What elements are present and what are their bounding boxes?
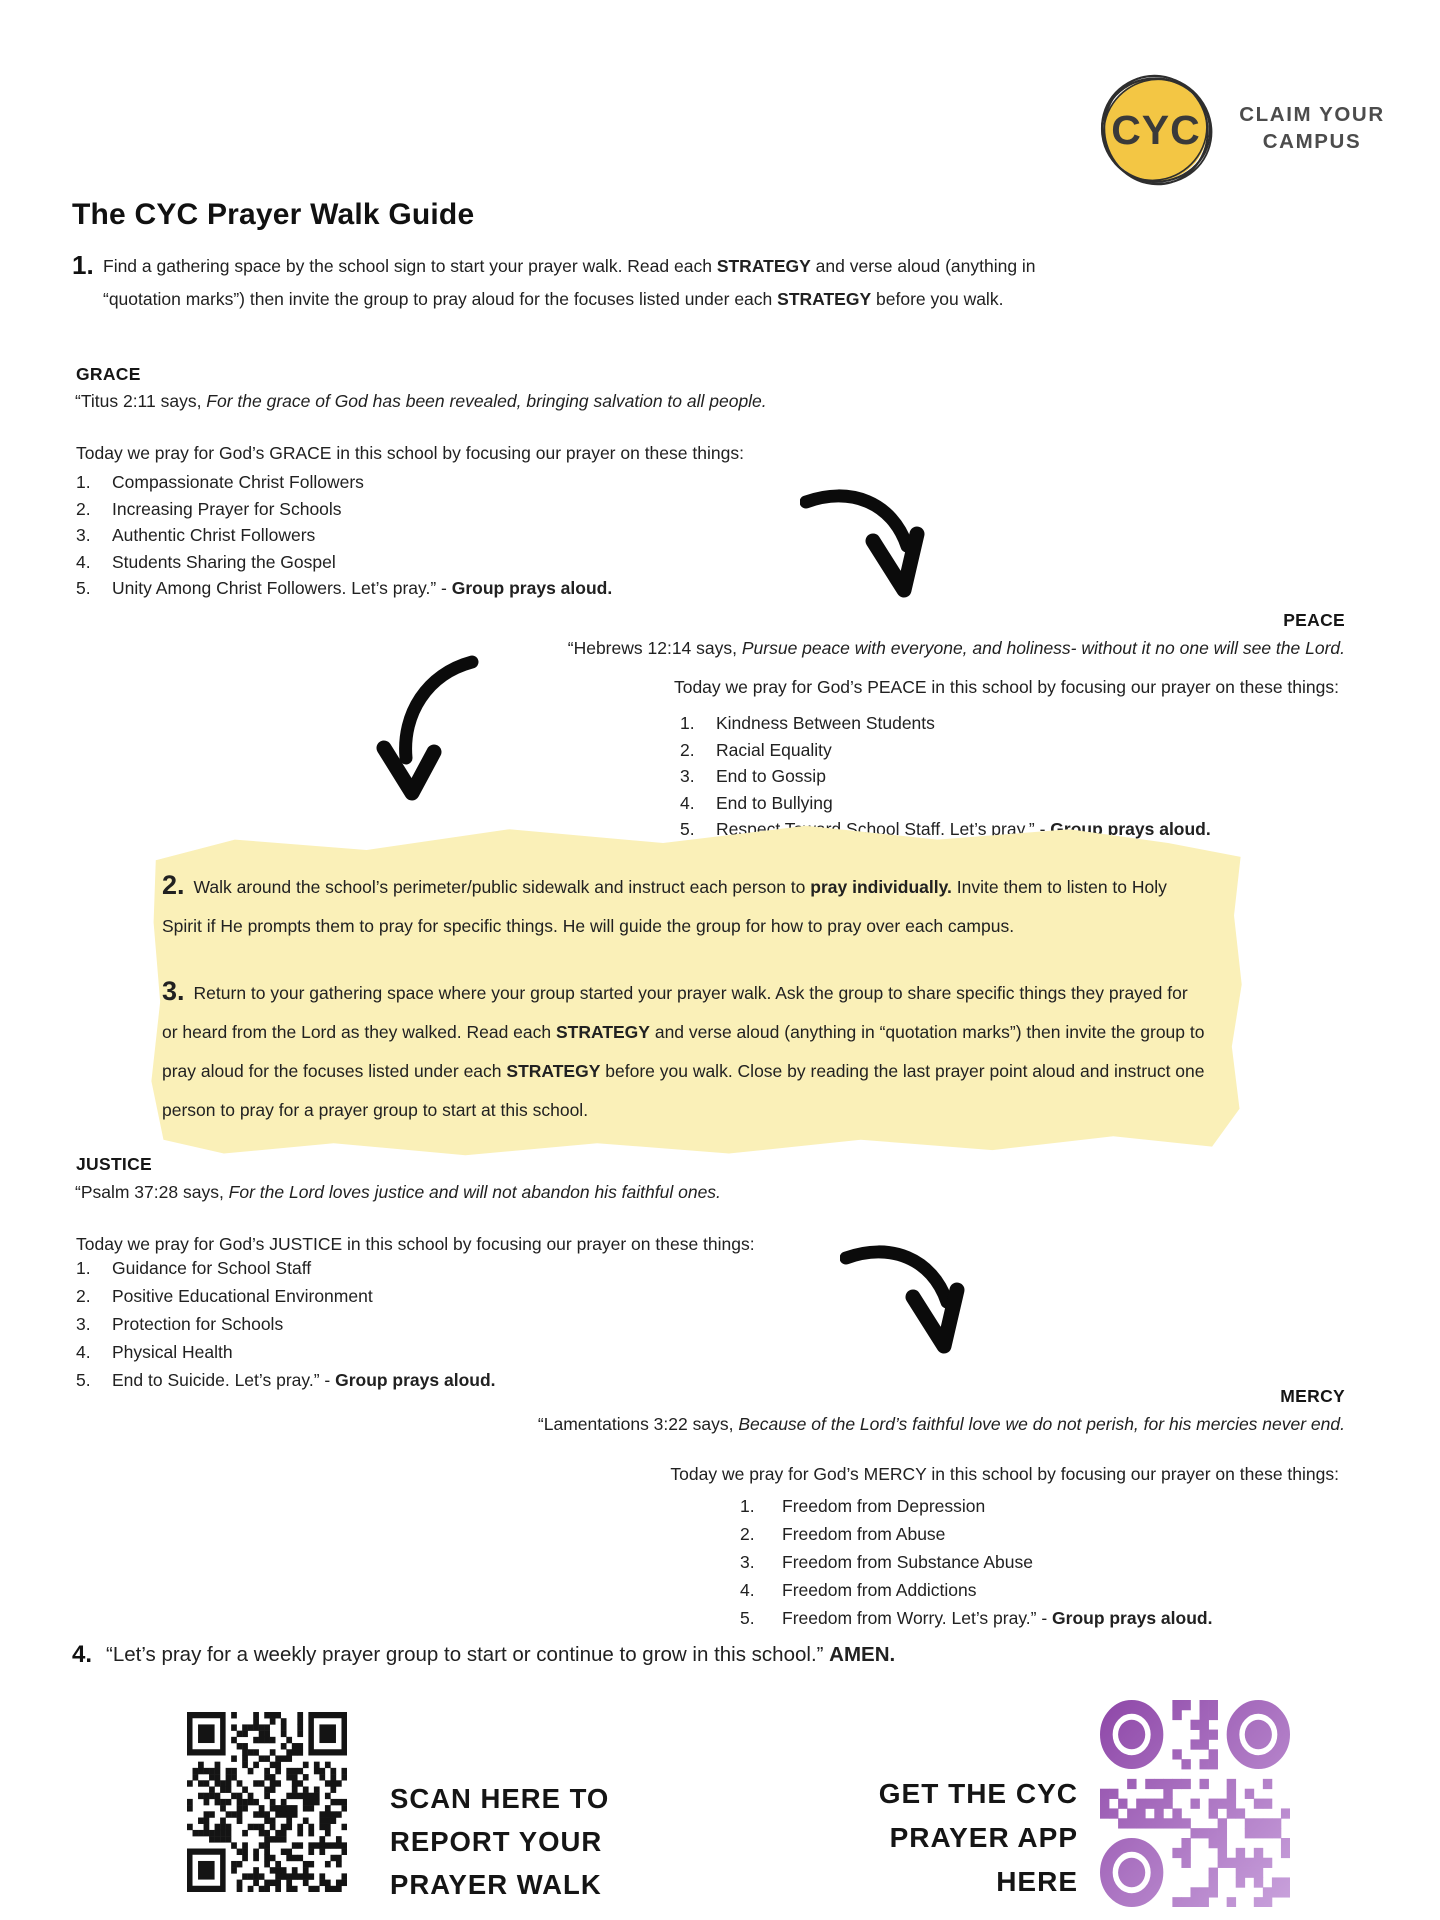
step-4 bbox=[72, 1642, 895, 1668]
list-item bbox=[76, 1366, 796, 1394]
step-4-text: “Let’s pray for a weekly prayer group to start or continue to grow in this school.” AMEN. bbox=[106, 1643, 896, 1666]
step-2-number: 2. bbox=[162, 870, 185, 900]
step-3-number: 3. bbox=[162, 976, 185, 1006]
list-item bbox=[76, 549, 796, 576]
cyc-logo bbox=[1090, 64, 1222, 201]
section-peace-list bbox=[680, 710, 1360, 843]
list-item-text: Increasing Prayer for Schools bbox=[112, 498, 342, 519]
list-item-number: 3. bbox=[76, 525, 91, 545]
section-grace-intro: Today we pray for God’s GRACE in this school by focusing our prayer on these things: bbox=[76, 443, 744, 463]
list-item bbox=[740, 1520, 1380, 1548]
list-item-number: 1. bbox=[680, 713, 695, 733]
list-item-text: Freedom from Addictions bbox=[782, 1580, 977, 1600]
list-item bbox=[740, 1604, 1380, 1632]
list-item-number: 5. bbox=[680, 819, 695, 839]
list-item-number: 2. bbox=[76, 498, 91, 519]
section-justice-heading: JUSTICE bbox=[76, 1154, 153, 1174]
list-item bbox=[680, 763, 1360, 790]
scan-line-1: SCAN HERE TO bbox=[390, 1783, 610, 1814]
cyc-logo-circle-icon bbox=[1090, 64, 1222, 196]
list-item bbox=[76, 575, 796, 602]
wordmark-line-2: CAMPUS bbox=[1262, 130, 1362, 153]
list-item bbox=[76, 1338, 796, 1366]
section-justice-intro: Today we pray for God’s JUSTICE in this school by focusing our prayer on these things: bbox=[76, 1234, 755, 1254]
section-justice-verse: “Psalm 37:28 says, For the Lord loves justice and will not abandon his faithful ones. bbox=[75, 1182, 721, 1202]
section-grace-list bbox=[76, 469, 796, 602]
step-2 bbox=[162, 866, 1202, 946]
list-item-text: End to Gossip bbox=[716, 766, 826, 786]
list-item-text: Unity Among Christ Followers. Let’s pray.” - Group prays aloud. bbox=[112, 578, 613, 598]
prayer-app-qr-code bbox=[1100, 1700, 1290, 1907]
list-item bbox=[76, 496, 796, 523]
section-peace-heading: PEACE bbox=[1283, 610, 1345, 630]
section-grace-verse: “Titus 2:11 says, For the grace of God has been revealed, bringing salvation to all people. bbox=[75, 391, 767, 411]
section-peace-intro: Today we pray for God’s PEACE in this school by focusing our prayer on these things: bbox=[673, 677, 1339, 697]
list-item-number: 2. bbox=[680, 739, 695, 760]
list-item-number: 5. bbox=[740, 1608, 755, 1628]
step-1-number: 1. bbox=[72, 250, 94, 280]
list-item-number: 5. bbox=[76, 1370, 91, 1390]
list-item-text: End to Bullying bbox=[716, 792, 833, 813]
list-item bbox=[76, 1282, 796, 1310]
app-line-2: PRAYER APP bbox=[889, 1822, 1078, 1853]
section-mercy-intro: Today we pray for God’s MERCY in this school by focusing our prayer on these things: bbox=[670, 1464, 1339, 1484]
list-item-text: Compassionate Christ Followers bbox=[112, 472, 364, 492]
scan-report-text bbox=[390, 1777, 609, 1906]
list-item bbox=[76, 469, 796, 496]
list-item-text: Freedom from Worry. Let’s pray.” - Group prays aloud. bbox=[782, 1608, 1213, 1628]
list-item-number: 3. bbox=[680, 766, 695, 786]
list-item-text: Guidance for School Staff bbox=[112, 1258, 312, 1278]
list-item-text: Protection for Schools bbox=[112, 1314, 284, 1334]
step-3 bbox=[162, 972, 1207, 1130]
list-item bbox=[680, 710, 1360, 737]
curved-arrow-down-right-icon bbox=[800, 484, 945, 609]
cyc-monogram: CYC bbox=[1111, 107, 1201, 153]
list-item-number: 4. bbox=[680, 792, 695, 813]
section-peace-verse: “Hebrews 12:14 says, Pursue peace with everyone, and holiness- without it no one will see the Lord. bbox=[567, 638, 1345, 658]
list-item-text: Physical Health bbox=[112, 1342, 233, 1362]
list-item-number: 2. bbox=[740, 1524, 755, 1544]
list-item-number: 3. bbox=[76, 1314, 91, 1334]
section-mercy-verse: “Lamentations 3:22 says, Because of the Lord’s faithful love we do not perish, for his mercies never end. bbox=[537, 1414, 1345, 1434]
list-item-text: End to Suicide. Let’s pray.” - Group prays aloud. bbox=[112, 1370, 496, 1390]
step-3-text: Return to your gathering space where your group started your prayer walk. Ask the group to share specific things they prayed for or heard from the Lord as they walked. Read each STRATEGY and verse aloud (anything in “quotation marks”) then invite the group to pray aloud for the focuses listed under each STRATEGY before you walk. Close by reading the last prayer point aloud and instruct one person to pray for a prayer group to start at this school. bbox=[162, 983, 1205, 1120]
list-item bbox=[680, 790, 1360, 817]
list-item-text: Racial Equality bbox=[716, 739, 832, 760]
section-justice-list bbox=[76, 1254, 796, 1394]
list-item bbox=[76, 1310, 796, 1338]
list-item bbox=[740, 1576, 1380, 1604]
list-item-number: 4. bbox=[740, 1580, 755, 1600]
list-item-number: 3. bbox=[740, 1552, 755, 1572]
scan-line-3: PRAYER WALK bbox=[390, 1869, 602, 1900]
get-app-text bbox=[700, 1772, 1078, 1904]
page-title: The CYC Prayer Walk Guide bbox=[72, 198, 475, 231]
list-item-text: Positive Educational Environment bbox=[112, 1286, 373, 1306]
step-1 bbox=[72, 250, 1113, 316]
report-qr-code bbox=[187, 1712, 347, 1892]
section-mercy-heading: MERCY bbox=[1280, 1386, 1345, 1406]
list-item-number: 1. bbox=[76, 1258, 91, 1278]
list-item bbox=[76, 1254, 796, 1282]
step-1-text: Find a gathering space by the school sign to start your prayer walk. Read each STRATEGY and verse aloud (anything in “quotation marks”) then invite the group to pray aloud for the focuses listed under each STRATEGY before you walk. bbox=[103, 256, 1036, 309]
list-item bbox=[680, 737, 1360, 764]
step-4-number: 4. bbox=[72, 1641, 93, 1668]
list-item-number: 5. bbox=[76, 578, 91, 598]
list-item-text: Freedom from Depression bbox=[782, 1496, 986, 1516]
curved-arrow-down-left-icon bbox=[372, 652, 492, 807]
list-item bbox=[740, 1492, 1380, 1520]
list-item-text: Kindness Between Students bbox=[716, 713, 935, 733]
list-item-number: 1. bbox=[76, 472, 91, 492]
list-item-text: Students Sharing the Gospel bbox=[112, 551, 336, 572]
section-mercy-list bbox=[740, 1492, 1380, 1632]
list-item-text: Respect Toward School Staff. Let’s pray.” - Group prays aloud. bbox=[716, 819, 1211, 839]
scan-line-2: REPORT YOUR bbox=[390, 1826, 603, 1857]
list-item bbox=[76, 522, 796, 549]
cyc-wordmark bbox=[1222, 101, 1402, 155]
section-grace-heading: GRACE bbox=[76, 364, 141, 384]
step-2-text: Walk around the school’s perimeter/public sidewalk and instruct each person to pray individually. Invite them to listen to Holy Spirit if He prompts them to pray for specific things. He will guide the group for how to pray over each campus. bbox=[162, 877, 1167, 936]
app-line-3: HERE bbox=[996, 1866, 1078, 1897]
curved-arrow-down-right-icon bbox=[840, 1240, 985, 1365]
list-item bbox=[740, 1548, 1380, 1576]
list-item-number: 2. bbox=[76, 1286, 91, 1306]
app-line-1: GET THE CYC bbox=[878, 1778, 1078, 1809]
wordmark-line-1: CLAIM YOUR bbox=[1239, 103, 1385, 126]
list-item-number: 4. bbox=[76, 1342, 91, 1362]
list-item-number: 4. bbox=[76, 551, 91, 572]
list-item-number: 1. bbox=[740, 1496, 755, 1516]
list-item-text: Freedom from Abuse bbox=[782, 1524, 946, 1544]
list-item-text: Freedom from Substance Abuse bbox=[782, 1552, 1033, 1572]
list-item-text: Authentic Christ Followers bbox=[112, 525, 316, 545]
